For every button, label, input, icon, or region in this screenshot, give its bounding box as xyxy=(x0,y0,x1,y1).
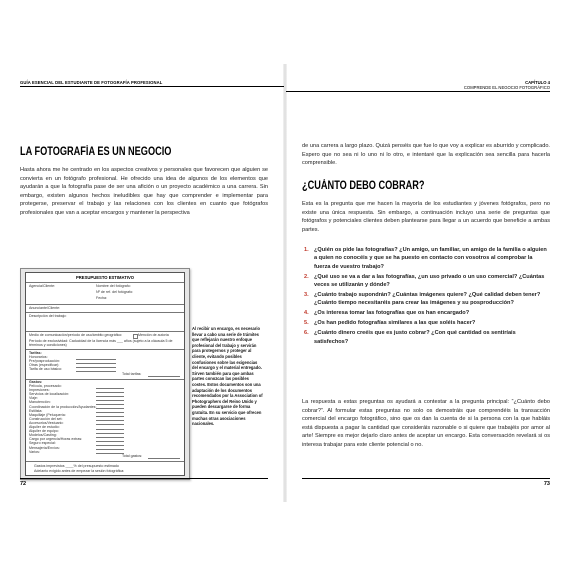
form-expense-item: Varios: xyxy=(29,449,40,454)
question-text: ¿Os interesa tomar las fotografías que os han encargado? xyxy=(314,310,470,317)
estimate-form xyxy=(25,272,185,476)
form-expense-line xyxy=(96,388,124,389)
form-expense-item: Manutención: xyxy=(29,400,51,405)
form-expense-line xyxy=(96,424,124,425)
question-number: 6. xyxy=(304,330,309,337)
running-head-left: GUÍA ESENCIAL DEL ESTUDIANTE DE FOTOGRAFÍA PROFESIONAL xyxy=(20,80,284,87)
question-number: 2. xyxy=(304,273,309,280)
form-expense-line xyxy=(96,441,124,442)
form-expense-item: Mensajería/Envíos: xyxy=(29,445,60,450)
form-footer-line: Gastos imprevistos ____% del presupuesto estimado xyxy=(34,464,119,468)
form-rates-heading: Tarifas: xyxy=(29,351,42,355)
form-total-line xyxy=(148,376,180,377)
form-expense-item: Servicios de localización: xyxy=(29,392,70,397)
form-agency-label: Agencia/Cliente: xyxy=(29,284,56,288)
folio-rule xyxy=(20,478,268,479)
form-expense-item: Coordinación de la producción/Ayudantes: xyxy=(29,404,97,409)
form-expense-item: Seguro especial: xyxy=(29,441,56,446)
form-expense-item: Alquiler de equipo: xyxy=(29,429,59,434)
right-page-continuation: de una carrera a largo plazo. Quizá penséis que fue lo que voy a explicar es aburrido y complicado. Espero que no sea ni lo uno ni lo otro, e intentaré que la explicación sea sencilla para hacerla comprensible. xyxy=(302,143,550,166)
form-rate-item: Otras (especificar): xyxy=(29,363,60,367)
form-expense-line xyxy=(96,392,124,393)
sidebar-caption: Al recibir un encargo, es necesario llevar a cabo una serie de trámites que reflejarán nuestro enfoque profesional del trabajo y servirán para protegernos y proteger al cliente, evitando posibles confusiones sobre las exigencias del encargo y el material entregado. Sirven también para que ambas partes conozcan las posibles costes. Estos documentos son una adaptación de los documentos recomendados por la Association of Photographers del Reino Unido y pueden descargarse de forma gratuita. En su servicio que ofrecen muchas otras asociaciones nacionales. xyxy=(192,326,263,427)
form-expense-line xyxy=(96,420,124,421)
form-photographer-label: Nombre del fotógrafo: xyxy=(96,284,131,288)
question-number: 5. xyxy=(304,320,309,327)
form-rate-line xyxy=(76,371,116,372)
form-advertiser-label: Anunciante/Cliente: xyxy=(29,306,61,310)
form-rate-line xyxy=(76,363,116,364)
left-page-paragraph: Hasta ahora me he centrado en los aspectos creativos y personales que favorecen que alguien se convierta en un fotógrafo profesional. He ofrecido una idea de algunos de los elementos que ayudarán a que la fotografía pase de ser una afición o un proyecto académico a una carrera. Sin embargo, existen algunos hechos ineludibles que hay que comprender e implementar para protegerse, preservar el trabajo y las relaciones con los clientes en cuanto que fotógrafos profesionales que van a aceptar encargos y mantener la perspectiva xyxy=(20,167,268,216)
right-page-heading: ¿CUÁNTO DEBO COBRAR? xyxy=(302,180,425,192)
question-item xyxy=(304,319,550,327)
form-expense-line xyxy=(96,445,124,446)
right-page-intro: Esta es la pregunta que me hacen la mayoría de los estudiantes y jóvenes fotógrafos, pero no existe una única respuesta. Sin embargo, a continuación incluyo una serie de preguntas que fotógrafos y potenciales clientes deben plantearse para llegar a un acuerdo que beneficie a ambas partes. xyxy=(302,201,550,233)
form-date-label: Fecha: xyxy=(96,296,107,300)
chapter-number: CAPÍTULO 4 xyxy=(525,80,550,85)
form-expense-line xyxy=(96,449,124,450)
form-divider xyxy=(26,331,184,332)
form-total-expenses-label: Total gastos: xyxy=(122,454,143,458)
page-number-right: 73 xyxy=(543,481,550,487)
form-expense-item: Película, procesado: xyxy=(29,384,62,388)
question-text: ¿Qué uso se va a dar a las fotografías, ¿un uso privado o un uso comercial? ¿Cuántas veces se utilizarán y dónde? xyxy=(314,273,545,289)
question-text: ¿Quién os pide las fotografías? ¿Un amigo, un familiar, un amigo de la familia o alguien a quien no conocéis y que se ha puesto en contacto con vosotros al comprobar la fuerza de vuestro trabajo? xyxy=(314,247,547,270)
form-total-rates-label: Total tarifas: xyxy=(122,372,142,376)
question-number: 4. xyxy=(304,310,309,317)
form-expense-item: Cargo por urgencia/Horas extras: xyxy=(29,437,83,442)
form-divider xyxy=(26,461,184,462)
form-divider xyxy=(26,304,184,305)
question-text: ¿Cuánto trabajo supondrán? ¿Cuántas imágenes quiere? ¿Qué calidad deben tener? ¿Cuánto tiempo necesitaréis para crear las imágenes y su posproducción? xyxy=(314,292,541,307)
form-divider xyxy=(26,349,184,350)
left-page-heading: LA FOTOGRAFÍA ES UN NEGOCIO xyxy=(20,146,172,158)
question-list xyxy=(302,246,550,347)
form-expense-line xyxy=(96,396,124,397)
form-expense-item: Modelos/Casting: xyxy=(29,433,57,438)
page-number-left: 72 xyxy=(20,481,27,487)
form-expense-line xyxy=(96,412,124,413)
form-title: PRESUPUESTO ESTIMATIVO xyxy=(75,275,134,280)
form-rate-item: Honorarios: xyxy=(29,355,48,359)
form-total-line xyxy=(148,458,180,459)
question-number: 3. xyxy=(304,292,309,299)
form-author-mention-label: Mención de autoría xyxy=(138,333,169,337)
form-expense-item: Estilista: xyxy=(29,408,43,413)
form-divider xyxy=(26,282,184,283)
book-gutter xyxy=(283,64,287,502)
form-expense-line xyxy=(96,433,124,434)
question-item xyxy=(304,309,550,317)
form-expense-line xyxy=(96,437,124,438)
form-rate-line xyxy=(76,359,116,360)
form-expense-line xyxy=(96,404,124,405)
form-expense-line xyxy=(96,408,124,409)
form-rate-line xyxy=(76,367,116,368)
folio-rule xyxy=(302,478,550,479)
form-expense-item: Alquiler de estudio: xyxy=(29,425,60,429)
right-page-outro: La respuesta a estas preguntas os ayudará a contestar a la pregunta principal: “¿Cuánto debo cobrar?”. Al formular estas preguntas no solo os demostráis que comprendéis la transacción comercial del encargo fotográfico, sino que os dan la cuenta de si la persona con la que habláis está dispuesta a pagar la cantidad que consideráis razonable o si quiere que trabajéis por amor al arte! Siempre es mejor dejarlo claro antes de aceptar un encargo. Esta conversación revelará si os interesa trabajar para este cliente potencial o no. xyxy=(302,399,550,448)
form-rate-item: Tarifa de uso básico: xyxy=(29,367,62,371)
question-number: 1. xyxy=(304,247,309,253)
form-exclusivity-label: Período de exclusividad: Caducidad de la licencia más ___ años (sujeto a la cláusula 5 de términos y condiciones) xyxy=(29,339,173,348)
form-expense-item: Viaje: xyxy=(29,396,38,401)
running-head-right xyxy=(286,80,550,92)
form-expense-line xyxy=(96,429,124,430)
form-ref-label: Nº de ref. del fotógrafo: xyxy=(96,290,134,294)
form-divider xyxy=(26,312,184,313)
form-media-label: Medio de comunicación/período de uso/ámbito geográfico: xyxy=(29,333,123,337)
chapter-title: COMPRENDE EL NEGOCIO FOTOGRÁFICO xyxy=(463,85,550,90)
form-expense-line xyxy=(96,416,124,417)
form-expenses-heading: Gastos: xyxy=(29,380,43,384)
form-divider xyxy=(26,379,184,380)
form-description-label: Descripción del trabajo: xyxy=(29,314,67,318)
form-expense-item: Maquillaje (Peluquería: xyxy=(29,412,66,417)
question-text: ¿Os han pedido fotografías similares a las que soléis hacer? xyxy=(314,320,476,327)
question-item xyxy=(304,273,550,290)
form-expense-line xyxy=(96,400,124,401)
question-text: ¿Cuánto dinero creéis que es justo cobrar? ¿Con qué cantidad os sentiríais satisfechos? xyxy=(314,330,516,345)
form-rate-item: Pre/posproducción: xyxy=(29,359,60,363)
form-expense-item: Construcción del set: xyxy=(29,416,63,421)
form-expense-line xyxy=(96,453,124,454)
estimate-form-figure xyxy=(20,268,190,480)
question-item xyxy=(304,291,550,308)
form-expense-item: Accesorios/Vestuario: xyxy=(29,420,64,425)
question-item xyxy=(304,246,550,271)
question-item xyxy=(304,329,550,346)
form-expense-item: Impresiones: xyxy=(29,388,50,393)
form-footer-line: Adelanto exigido antes de empezar la sesión fotográfica: xyxy=(34,469,125,473)
